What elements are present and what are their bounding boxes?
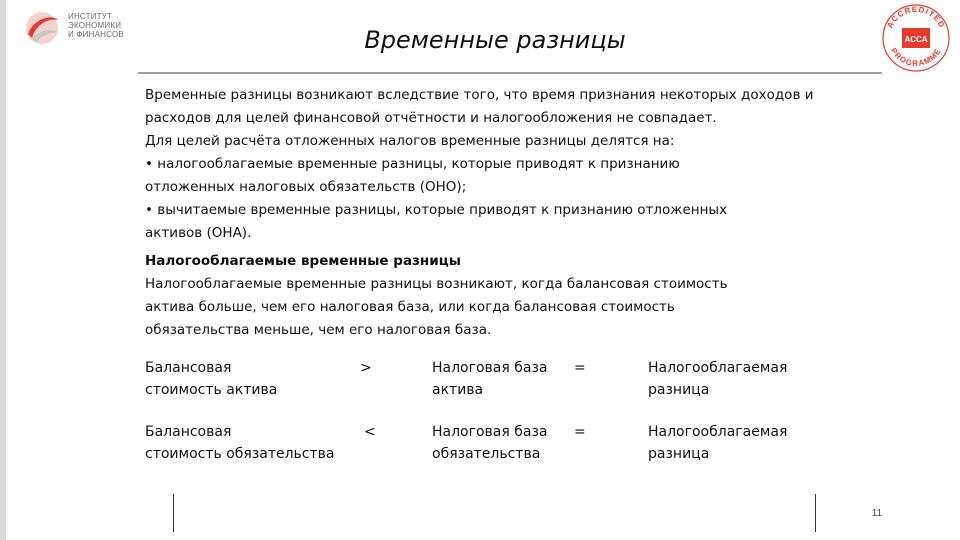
taxable-differences-section bbox=[145, 250, 875, 342]
intro-line: активов (ОНА). bbox=[145, 225, 252, 241]
comparison-left bbox=[145, 357, 277, 401]
acca-center-text: ACCA bbox=[904, 35, 928, 44]
comparison-operator: < bbox=[364, 424, 376, 440]
intro-line: • вычитаемые временные разницы, которые приводят к признанию отложенных bbox=[145, 202, 728, 218]
comparison-middle bbox=[432, 357, 547, 401]
comparison-result bbox=[648, 357, 787, 401]
comparison-result-line: Налогооблагаемая bbox=[648, 360, 788, 376]
comparison-middle bbox=[432, 421, 547, 465]
comparison-operator: > bbox=[360, 360, 372, 376]
comparison-equals: = bbox=[574, 424, 586, 440]
section-line: Налогооблагаемые временные разницы возникают, когда балансовая стоимость bbox=[145, 276, 728, 292]
intro-line: Для целей расчёта отложенных налогов временные разницы делятся на: bbox=[145, 133, 675, 149]
left-border bbox=[0, 0, 6, 540]
svg-text:PROGRAMME: PROGRAMME bbox=[888, 46, 944, 69]
intro-paragraph bbox=[145, 84, 875, 245]
page-title: Временные разницы bbox=[364, 26, 626, 54]
comparison-left-line: стоимость обязательства bbox=[145, 446, 335, 462]
comparison-middle-line: Налоговая база bbox=[432, 360, 548, 376]
comparison-left-line: стоимость актива bbox=[145, 382, 278, 398]
intro-line: Временные разницы возникают вследствие того, что время признания некоторых доходов и bbox=[145, 87, 814, 103]
intro-line: отложенных налоговых обязательств (ОНО); bbox=[145, 179, 467, 195]
comparison-result-line: разница bbox=[648, 446, 710, 462]
page-number: 11 bbox=[871, 508, 883, 519]
comparison-equals: = bbox=[574, 360, 586, 376]
section-line: обязательства меньше, чем его налоговая база. bbox=[145, 322, 492, 338]
title-divider bbox=[138, 72, 882, 74]
logo-line-2: ЭКОНОМИКИ bbox=[68, 21, 122, 30]
section-line: актива больше, чем его налоговая база, или когда балансовая стоимость bbox=[145, 299, 675, 315]
logo-line-1: ИНСТИТУТ bbox=[68, 12, 113, 21]
comparison-result bbox=[648, 421, 787, 465]
logo-line-3: И ФИНАНСОВ bbox=[68, 30, 124, 39]
intro-line: расходов для целей финансовой отчётности и налогообложения не совпадает. bbox=[145, 110, 717, 126]
footer-right-rule bbox=[815, 494, 816, 532]
comparison-middle-line: актива bbox=[432, 382, 484, 398]
comparison-middle-line: Налоговая база bbox=[432, 424, 548, 440]
comparison-left bbox=[145, 421, 335, 465]
section-heading: Налогооблагаемые временные разницы bbox=[145, 253, 461, 269]
comparison-left-line: Балансовая bbox=[145, 424, 232, 440]
comparison-result-line: разница bbox=[648, 382, 710, 398]
svg-text:ACCREDITED: ACCREDITED bbox=[885, 4, 947, 30]
footer-left-rule bbox=[173, 494, 174, 532]
comparison-result-line: Налогооблагаемая bbox=[648, 424, 788, 440]
comparison-middle-line: обязательства bbox=[432, 446, 541, 462]
intro-line: • налогооблагаемые временные разницы, которые приводят к признанию bbox=[145, 156, 680, 172]
comparison-left-line: Балансовая bbox=[145, 360, 232, 376]
